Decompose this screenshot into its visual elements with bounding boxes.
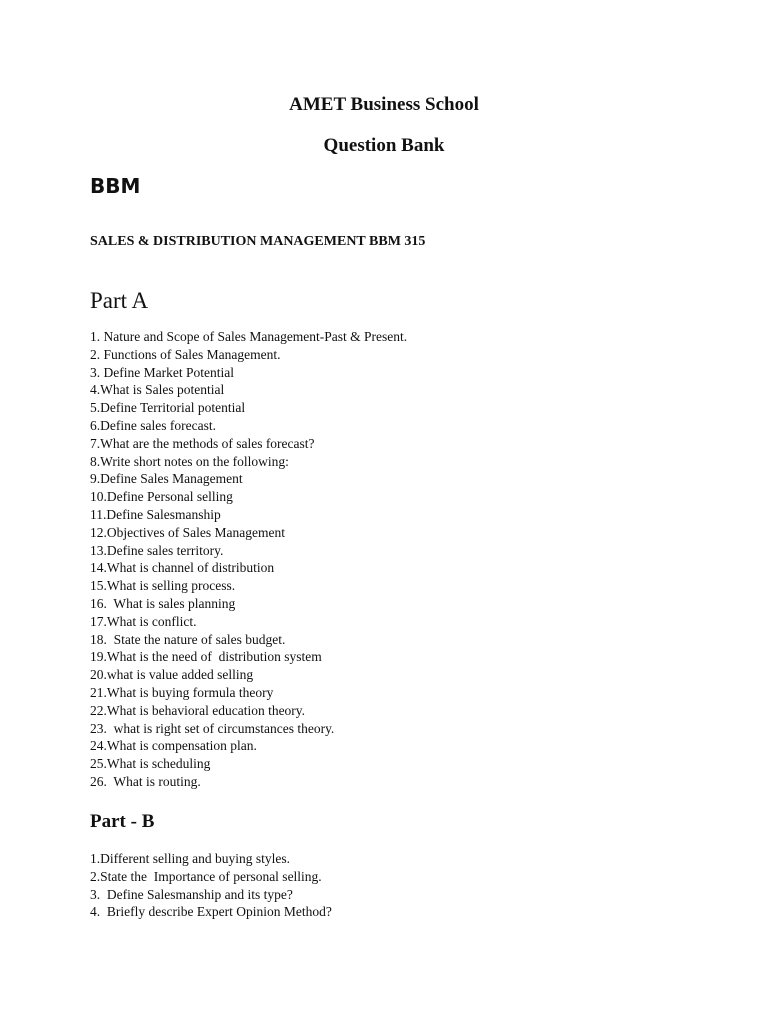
question-item: 18. State the nature of sales budget.: [90, 631, 286, 647]
question-item: 8.Write short notes on the following:: [90, 453, 289, 469]
document-title: Question Bank: [323, 135, 445, 156]
school-name: AMET Business School: [289, 94, 479, 115]
question-item: 25.What is scheduling: [90, 756, 211, 772]
question-item: 10.Define Personal selling: [90, 489, 233, 505]
question-item: 13.Define sales territory.: [90, 542, 224, 558]
question-item: 14.What is channel of distribution: [90, 560, 275, 576]
question-item: 26. What is routing.: [90, 773, 201, 789]
question-item: 9.Define Sales Management: [90, 471, 243, 487]
question-item: 15.What is selling process.: [90, 578, 236, 594]
question-item: 19.What is the need of distribution system: [90, 649, 322, 665]
question-item: 1. Nature and Scope of Sales Management-Past & Present.: [90, 329, 408, 344]
question-item: 7.What are the methods of sales forecast?: [90, 435, 315, 451]
question-item: 20.what is value added selling: [90, 667, 254, 683]
question-item: 2.State the Importance of personal selling.: [90, 868, 322, 884]
question-item: 16. What is sales planning: [90, 595, 236, 611]
part-a-heading: Part A: [90, 288, 149, 313]
question-item: 4.What is Sales potential: [90, 382, 225, 398]
question-item: 24.What is compensation plan.: [90, 738, 257, 754]
question-item: 23. what is right set of circumstances theory.: [90, 720, 335, 736]
subject-title: SALES & DISTRIBUTION MANAGEMENT BBM 315: [90, 234, 426, 249]
program-name: BBM: [90, 174, 141, 198]
question-item: 1.Different selling and buying styles.: [90, 851, 290, 866]
question-item: 3. Define Market Potential: [90, 364, 234, 380]
part-a-question-list: [90, 328, 710, 791]
question-item: 4. Briefly describe Expert Opinion Method?: [90, 904, 332, 920]
question-item: 17.What is conflict.: [90, 613, 197, 629]
question-item: 12.Objectives of Sales Management: [90, 524, 285, 540]
question-item: 5.Define Territorial potential: [90, 400, 246, 416]
question-item: 22.What is behavioral education theory.: [90, 702, 306, 718]
question-item: 21.What is buying formula theory: [90, 684, 274, 700]
part-b-heading: Part - B: [90, 811, 155, 832]
question-item: 6.Define sales forecast.: [90, 417, 216, 433]
question-item: 11.Define Salesmanship: [90, 506, 221, 522]
part-b-question-list: [90, 850, 710, 921]
question-item: 3. Define Salesmanship and its type?: [90, 886, 293, 902]
question-item: 2. Functions of Sales Management.: [90, 346, 281, 362]
